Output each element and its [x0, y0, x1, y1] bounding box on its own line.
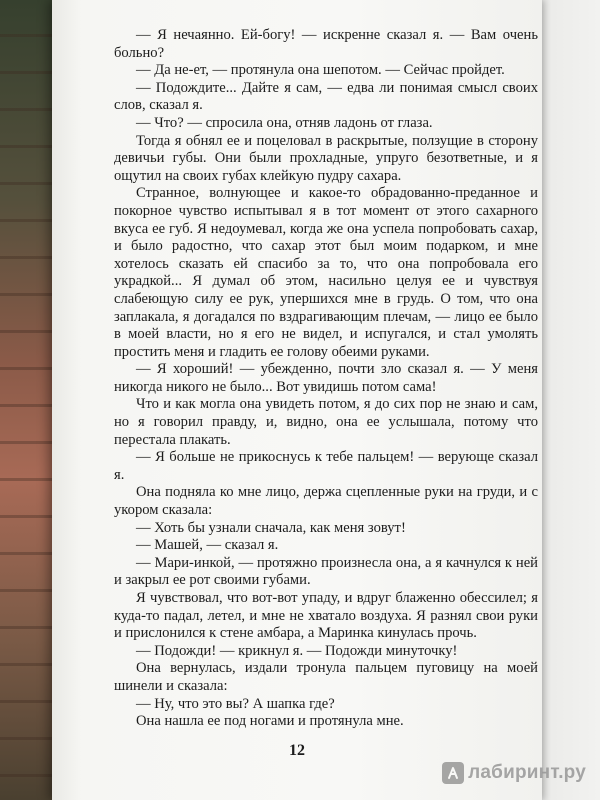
paragraph: Странное, волнующее и какое-то обрадованно-преданное и покорное чувство испытывал я в тот момент от этого сахарного вкуса ее губ. Я недоумевал, когда же она успела попробовать сахар, и было радостно, что сахар этот был моим подарком, и мне хотелось сказать ей спасибо за то, что она попробовала его украдкой... Я думал об этом, насильно целуя ее и чувствуя слабеющую силу ее рук, упершихся мне в грудь. О том, что она заплакала, я догадался по вздрагивающим плечам, — лицо ее было в моей власти, но я его не видел, и испугался, и стал умолять простить меня и гладить ее голову обеими руками. — [114, 185, 538, 360]
paragraph: — Да не-ет, — протянула она шепотом. — Сейчас пройдет. — [136, 62, 505, 79]
paragraph: Тогда я обнял ее и поцеловал в раскрытые, ползущие в сторону девичьи губы. Они были прохладные, упруго безответные, и я ощутил на своих губах клейкую пудру сахара. — [114, 132, 538, 184]
paragraph: — Что? — спросила она, отняв ладонь от глаза. — [136, 114, 433, 131]
paragraph: — Я больше не прикоснусь к тебе пальцем! — верующе сказал я. — [114, 449, 538, 483]
watermark-brand: лабиринт.ру — [468, 762, 586, 783]
paragraph: — Ну, что это вы? А шапка где? — [136, 695, 335, 712]
page-number: 12 — [289, 742, 305, 759]
paragraph: Что и как могла она увидеть потом, я до сих пор не знаю и сам, но я говорил правду, и, видно, она ее услышала, потому что перестала плакать. — [114, 396, 538, 448]
paragraph: — Я хороший! — убежденно, почти зло сказал я. — У меня никогда никого не было... Вот увидишь потом сама! — [114, 361, 538, 395]
paragraph: Я чувствовал, что вот-вот упаду, и вдруг блаженно обессилел; я куда-то падал, летел, и мне не хватало воздуха. Я разнял свои руки и прислонился к стене амбара, а Маринка кинулась прочь. — [114, 590, 538, 642]
book-page — [52, 0, 542, 800]
paragraph: — Мари-инкой, — протяжно произнесла она, а я качнулся к ней и закрыл ее рот своими губами. — [114, 554, 538, 589]
labirint-logo-icon — [442, 762, 464, 784]
page-body-text — [114, 27, 538, 731]
paragraph: Она нашла ее под ногами и протянула мне. — [136, 713, 404, 730]
paragraph: — Я нечаянно. Ей-богу! — искренне сказал я. — Вам очень больно? — [114, 27, 538, 61]
watermark — [442, 762, 586, 784]
paragraph: — Машей, — сказал я. — [136, 537, 279, 554]
paragraph: — Подождите... Дайте я сам, — едва ли понимая смысл своих слов, сказал я. — [114, 79, 538, 114]
paragraph: Она подняла ко мне лицо, держа сцепленные руки на груди, и с укором сказала: — [114, 484, 538, 519]
paragraph: Она вернулась, издали тронула пальцем пуговицу на моей шинели и сказала: — [114, 660, 538, 694]
paragraph: — Хоть бы узнали сначала, как меня зовут! — [136, 519, 406, 536]
paragraph: — Подожди! — крикнул я. — Подожди минуточку! — [136, 642, 458, 659]
